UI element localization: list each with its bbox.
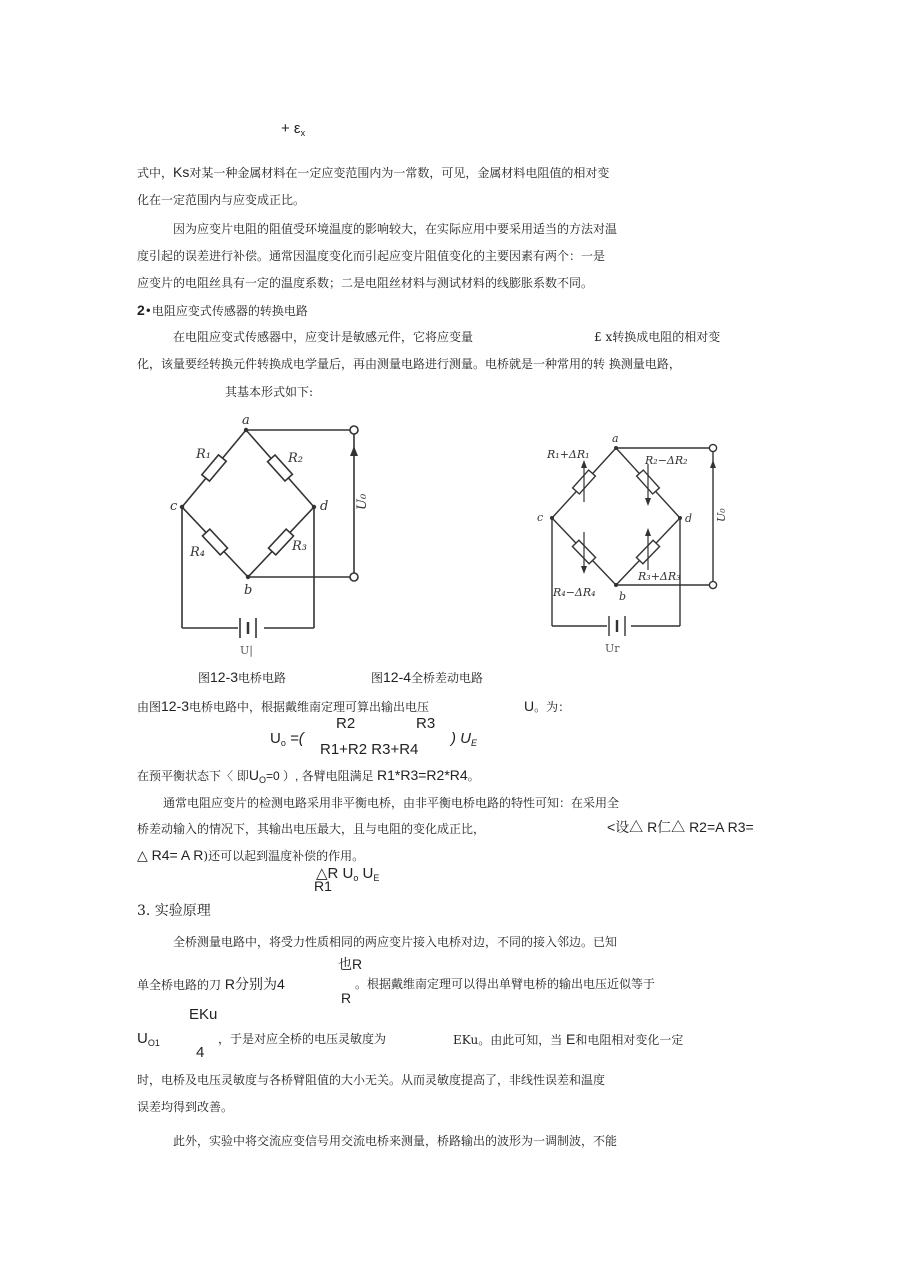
- paragraph-line: 此外，实验中将交流应变信号用交流电桥来测量，桥路输出的波形为一调制波，不能: [173, 1134, 618, 1148]
- text-span: R1*R3=R2*R4: [377, 767, 468, 783]
- node-label-a: a: [612, 432, 619, 445]
- formula-rhs: [451, 731, 477, 751]
- text-span: 图: [198, 671, 211, 685]
- text-span: R分别为4: [224, 976, 285, 992]
- fraction-top: 也R: [338, 956, 363, 972]
- node-label-b: b: [619, 590, 627, 603]
- text-span: U: [358, 865, 374, 882]
- paragraph-line: [453, 1031, 683, 1048]
- text-span: )还可以起到温度补偿的作用。: [203, 849, 365, 863]
- paragraph-line: 因为应变片电阻的阻值受环境温度的影响较大，在实际应用中要采用适当的方法对温: [173, 222, 618, 236]
- text-span: E: [471, 738, 478, 748]
- node-label-b: b: [244, 583, 253, 598]
- formula-numerator-r3: R3: [416, 715, 436, 732]
- text-span: O1: [147, 1038, 160, 1048]
- formula-lhs: [270, 731, 304, 751]
- paragraph-line: 化，该量要经转换元件转换成电学量后，再由测量电路进行测量。电桥就是一种常用的转 换测量电路，: [137, 357, 681, 371]
- text-span: 。: [467, 769, 480, 783]
- source-label: U|: [240, 644, 253, 657]
- resistor-label-r4: R₄−ΔR₄: [553, 586, 596, 599]
- paragraph-line: 在电阻应变式传感器中，应变计是敏感元件，它将应变量: [173, 330, 474, 344]
- formula-fragment-text: + ε: [281, 120, 301, 137]
- fraction-bottom: 4: [196, 1044, 205, 1061]
- resistor-label-r3: R₃: [292, 539, 307, 554]
- paragraph-line: 误差均得到改善。: [137, 1100, 234, 1114]
- paragraph-line: [524, 698, 570, 715]
- paragraph-line: 化在一定范围内与应变成正比。: [137, 193, 306, 207]
- text-span: U: [137, 1030, 148, 1047]
- text-span: 在预平衡状态下〈 即: [137, 769, 249, 783]
- section-heading: 3. 实验原理: [137, 903, 211, 919]
- paragraph-line: 其基本形式如下:: [225, 385, 314, 399]
- text-span: 。由此可知，当: [478, 1033, 567, 1047]
- resistor-label-r3: R₃+ΔR₃: [638, 570, 681, 583]
- figure-caption-1: [198, 669, 286, 686]
- text-span: 单全桥电路的刀: [137, 978, 225, 992]
- text-span: 对某一种金属材料在一定应变范围内为一常数，可见，金属材料电阻值的相对变: [189, 166, 610, 180]
- text-span: U: [270, 730, 281, 747]
- paragraph-line: [137, 164, 609, 181]
- section-number: 2: [137, 302, 145, 318]
- paragraph-line: 桥差动输入的情况下，其输出电压最大，且与电阻的变化成正比，: [137, 822, 486, 836]
- paragraph-line: [137, 976, 285, 993]
- formula-2-denominator: R1: [314, 878, 332, 894]
- paragraph-line: [137, 1031, 160, 1051]
- text-span: E: [566, 1031, 576, 1047]
- resistor-label-r1: R₁: [196, 447, 211, 462]
- formula-numerator-r2: R2: [336, 715, 356, 732]
- fraction-top: EKu: [189, 1006, 218, 1023]
- source-label: Ur: [605, 642, 620, 655]
- text-span: △R U: [316, 865, 354, 882]
- output-voltage-label: U₀: [355, 493, 370, 510]
- paragraph-line: 通常电阻应变片的检测电路采用非平衡电桥，由非平衡电桥电路的特性可知：在采用全: [163, 796, 620, 810]
- formula-fragment-sub: x: [300, 128, 306, 138]
- text-span: Ks: [173, 164, 190, 180]
- fraction-bottom: R: [341, 990, 352, 1006]
- resistor-label-r2: R₂: [288, 451, 303, 466]
- resistor-label-r4: R₄: [190, 545, 205, 560]
- text-span: 。为：: [534, 700, 571, 714]
- paragraph-line: 度引起的误差进行补偿。通常因温度变化而引起应变片阻值变化的主要因素有两个：一是: [137, 249, 606, 263]
- text-span: 电桥电路: [238, 671, 287, 685]
- text-span: 和电阻相对变化一定: [575, 1033, 684, 1047]
- differential-bridge-figure: [535, 430, 735, 660]
- text-span: 12-3: [161, 698, 190, 714]
- node-label-d: d: [320, 499, 329, 514]
- paragraph-line: £ x转换成电阻的相对变: [594, 330, 721, 344]
- paragraph-line: [137, 698, 429, 715]
- node-label-c: c: [537, 511, 544, 524]
- text-span: =0 ）, 各臂电阻满足: [265, 769, 377, 783]
- text-span: O: [258, 775, 266, 785]
- formula-denominator: R1+R2 R3+R4: [320, 741, 419, 758]
- text-span: 图: [371, 671, 384, 685]
- node-label-d: d: [685, 512, 693, 525]
- text-span: E: [373, 873, 380, 883]
- paragraph-line: 全桥测量电路中，将受力性质相同的两应变片接入电桥对边，不同的接入邻边。已知: [173, 935, 618, 949]
- text-span: U: [248, 767, 259, 783]
- paragraph-line: <设△ R仁△ R2=A R3=: [607, 819, 754, 835]
- text-span: 由图: [137, 700, 162, 714]
- resistor-label-r1: R₁+ΔR₁: [547, 448, 590, 461]
- output-voltage-label: U₀: [715, 508, 728, 522]
- section-heading: [137, 302, 308, 319]
- text-span: 电桥电路中，根据戴维南定理可算出输出电压: [189, 700, 430, 714]
- text-span: o: [280, 738, 286, 748]
- paragraph-line: [137, 767, 480, 788]
- text-span: EKu: [453, 1033, 479, 1047]
- text-span: 12-3: [210, 669, 239, 685]
- node-label-c: c: [170, 499, 178, 514]
- text-span: 式中，: [137, 166, 174, 180]
- paragraph-line: ，于是对应全桥的电压灵敏度为: [218, 1032, 387, 1046]
- resistor-label-r2: R₂−ΔR₂: [645, 454, 688, 467]
- node-label-a: a: [242, 413, 250, 428]
- text-span: ) U: [451, 730, 471, 747]
- paragraph-line: 。根据戴维南定理可以得出单臂电桥的输出电压近似等于: [355, 977, 656, 991]
- text-span: 全桥差动电路: [411, 671, 484, 685]
- paragraph-line: 时，电桥及电压灵敏度与各桥臂阻值的大小无关。从而灵敏度提高了，非线性误差和温度: [137, 1073, 606, 1087]
- text-span: U: [524, 698, 535, 714]
- bridge-circuit-figure: [160, 410, 380, 660]
- text-span: 12-4: [383, 669, 412, 685]
- formula-fragment: [281, 121, 305, 141]
- section-title: •电阻应变式传感器的转换电路: [144, 304, 308, 318]
- text-span: o: [353, 873, 359, 883]
- paragraph-line: [137, 847, 364, 864]
- paragraph-line: 应变片的电阻丝具有一定的温度系数；二是电阻丝材料与测试材料的线膨胀系数不同。: [137, 276, 594, 290]
- text-span: =(: [285, 730, 304, 747]
- text-span: △ R4= A R: [137, 847, 204, 863]
- figure-caption-2: [371, 669, 483, 686]
